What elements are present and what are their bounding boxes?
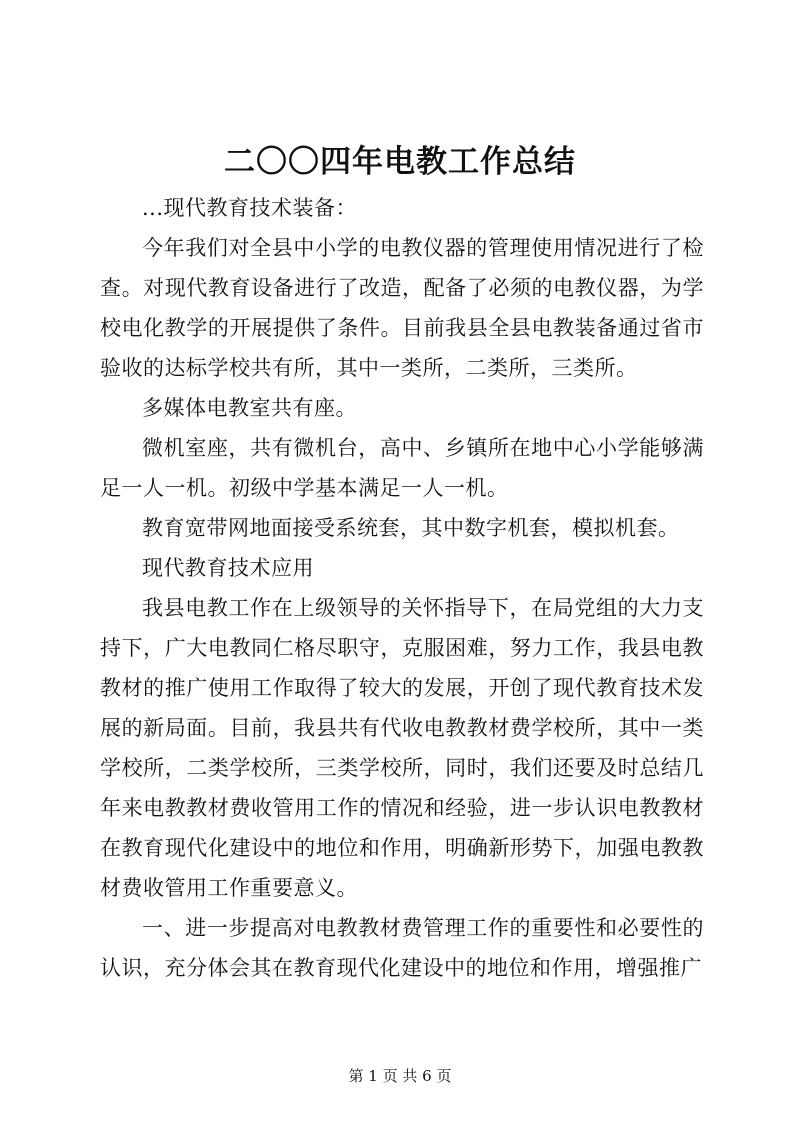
- paragraph: 我县电教工作在上级领导的关怀指导下，在局党组的大力支持下，广大电教同仁格尽职守，克服困难，努力工作，我县电教教材的推广使用工作取得了较大的发展，开创了现代教育技术发展的新局面。目前，我县共有代收电教教材费学校所，其中一类学校所，二类学校所，三类学校所，同时，我们还要及时总结几年来电教教材费收管用工作的情况和经验，进一步认识电教教材在教育现代化建设中的地位和作用，明确新形势下，加强电教教材费收管用工作重要意义。: [100, 596, 704, 900]
- page-footer: 第 1 页 共 6 页: [348, 1067, 452, 1085]
- paragraph: 多媒体电教室共有座。: [142, 396, 357, 420]
- paragraph: 教育宽带网地面接受系统套，其中数字机套，模拟机套。: [142, 516, 680, 540]
- document-body: [100, 188, 704, 988]
- paragraph: ...现代教育技术装备：: [142, 196, 358, 220]
- paragraph: 现代教育技术应用: [142, 556, 314, 580]
- paragraph: 微机室座，共有微机台，高中、乡镇所在地中心小学能够满足一人一机。初级中学基本满足一人一机。: [100, 436, 704, 500]
- document-title: 二〇〇四年电教工作总结: [224, 144, 576, 180]
- paragraph: 今年我们对全县中小学的电教仪器的管理使用情况进行了检查。对现代教育设备进行了改造，配备了必须的电教仪器，为学校电化教学的开展提供了条件。目前我县全县电教装备通过省市验收的达标学校共有所，其中一类所，二类所，三类所。: [100, 236, 704, 380]
- paragraph: 一、进一步提高对电教教材费管理工作的重要性和必要性的认识，充分体会其在教育现代化建设中的地位和作用，增强推广: [100, 916, 704, 980]
